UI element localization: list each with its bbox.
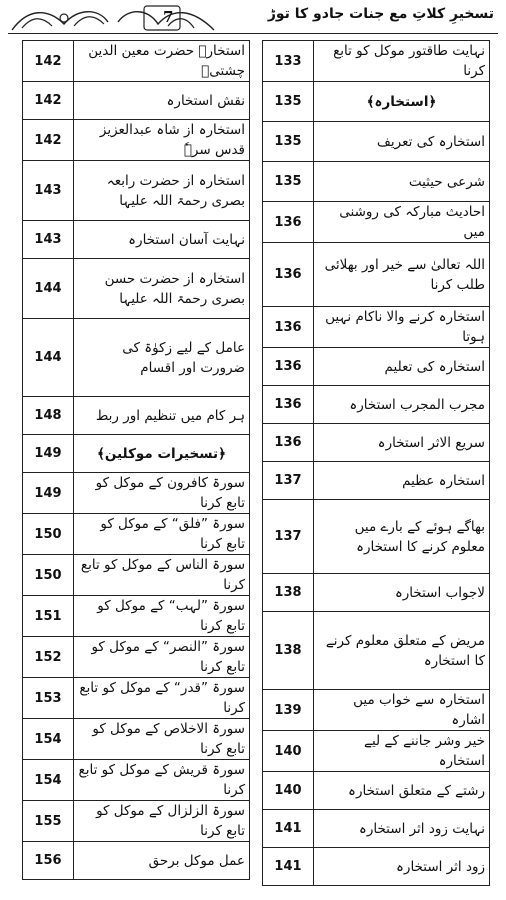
toc-row: [23, 801, 250, 842]
toc-entry-title: سورۃ کافرون کے موکل کو تابع کرنا: [74, 473, 250, 514]
toc-page-number: 136: [263, 307, 314, 348]
toc-entry-title: سورۃ الزلزال کے موکل کو تابع کرنا: [74, 801, 250, 842]
toc-entry-title: استخارہ کی تعلیم: [314, 348, 490, 386]
toc-page-number: 136: [263, 348, 314, 386]
toc-page-number: 155: [23, 801, 74, 842]
toc-row: [23, 637, 250, 678]
page-number: 7: [163, 8, 174, 26]
toc-row: [23, 161, 250, 221]
toc-page-number: 142: [23, 82, 74, 120]
toc-entry-title: نہایت آسان استخارہ: [74, 221, 250, 259]
toc-row: [263, 162, 490, 202]
toc-row: [23, 397, 250, 435]
toc-page-number: 137: [263, 500, 314, 574]
toc-entry-title: استخارہ عظیم: [314, 462, 490, 500]
running-title: تسخیرِ کلاتِ مع جنات جادو کا توڑ: [267, 6, 494, 22]
toc-page-number: 149: [23, 473, 74, 514]
toc-page-number: 138: [263, 574, 314, 612]
ornament-border-icon: [8, 4, 218, 34]
toc-row: [23, 221, 250, 259]
toc-row: [23, 120, 250, 161]
toc-left-column: [22, 40, 250, 880]
toc-page-number: 150: [23, 555, 74, 596]
toc-row: [263, 612, 490, 690]
toc-page-number: 143: [23, 161, 74, 221]
toc-page-number: 150: [23, 514, 74, 555]
toc-row: [263, 690, 490, 731]
page-header: [8, 4, 498, 34]
toc-row: [263, 243, 490, 307]
toc-page-number: 140: [263, 772, 314, 810]
toc-page-number: 135: [263, 162, 314, 202]
toc-page-number: 151: [23, 596, 74, 637]
toc-entry-title: مریض کے متعلق معلوم کرنے کا استخارہ: [314, 612, 490, 690]
toc-page-number: 135: [263, 82, 314, 122]
toc-page-number: 144: [23, 319, 74, 397]
toc-entry-title: استخارہ از حضرت رابعہ بصری رحمۃ اللہ علیہا: [74, 161, 250, 221]
toc-page-number: 136: [263, 202, 314, 243]
toc-entry-title: استخارہ از شاہ عبدالعزیز قدس سرہٗ: [74, 120, 250, 161]
toc-page-number: 152: [23, 637, 74, 678]
toc-row: [263, 462, 490, 500]
toc-page-number: 142: [23, 41, 74, 82]
toc-entry-title: سورۃ ”فلق“ کے موکل کو تابع کرنا: [74, 514, 250, 555]
toc-entry-title: عامل کے لیے زکوٰۃ کی ضرورت اور اقسام: [74, 319, 250, 397]
toc-row: [23, 760, 250, 801]
toc-page-number: 136: [263, 243, 314, 307]
toc-entry-title: اللہ تعالیٰ سے خیر اور بھلائی طلب کرنا: [314, 243, 490, 307]
toc-entry-title: سورۃ الناس کے موکل کو تابع کرنا: [74, 555, 250, 596]
toc-row: [263, 307, 490, 348]
toc-entry-title: سورۃ قریش کے موکل کو تابع کرنا: [74, 760, 250, 801]
toc-entry-title: استخارہ سے خواب میں اشارہ: [314, 690, 490, 731]
toc-row: [263, 122, 490, 162]
toc-entry-title: سورۃ ”لہب“ کے موکل کو تابع کرنا: [74, 596, 250, 637]
toc-row: [263, 82, 490, 122]
toc-entry-title: لاجواب استخارہ: [314, 574, 490, 612]
toc-page-number: 149: [23, 435, 74, 473]
header-rule: [8, 33, 498, 34]
toc-page-number: 133: [263, 41, 314, 82]
toc-row: [23, 82, 250, 120]
toc-entry-title: بھاگے ہوئے کے بارے میں معلوم کرنے کا استخارہ: [314, 500, 490, 574]
toc-page-number: 136: [263, 386, 314, 424]
toc-row: [23, 259, 250, 319]
toc-entry-title: خیر وشر جاننے کے لیے استخارہ: [314, 731, 490, 772]
toc-entry-title: استخارہ حضرت معین الدین چشتیؒ: [74, 41, 250, 82]
toc-row: [23, 41, 250, 82]
toc-row: [263, 731, 490, 772]
toc-entry-title: نہایت زود اثر استخارہ: [314, 810, 490, 848]
toc-row: [263, 772, 490, 810]
toc-row: [23, 435, 250, 473]
toc-page-number: 136: [263, 424, 314, 462]
toc-section-heading: ﴿استخارہ﴾: [314, 82, 490, 122]
toc-row: [23, 842, 250, 880]
toc-page-number: 153: [23, 678, 74, 719]
toc-page-number: 140: [263, 731, 314, 772]
toc-page-number: 156: [23, 842, 74, 880]
toc-page-number: 154: [23, 719, 74, 760]
toc-row: [23, 555, 250, 596]
toc-row: [23, 514, 250, 555]
toc-entry-title: سورۃ الاخلاص کے موکل کو تابع کرنا: [74, 719, 250, 760]
toc-right-column: [262, 40, 490, 886]
toc-entry-title: زود اثر استخارہ: [314, 848, 490, 886]
toc-entry-title: سورۃ ”قدر“ کے موکل کو تابع کرنا: [74, 678, 250, 719]
toc-entry-title: شرعی حیثیت: [314, 162, 490, 202]
toc-row: [23, 596, 250, 637]
toc-entry-title: سریع الاثر استخارہ: [314, 424, 490, 462]
toc-page-number: 144: [23, 259, 74, 319]
toc-page-number: 141: [263, 848, 314, 886]
toc-row: [263, 574, 490, 612]
toc-row: [263, 202, 490, 243]
toc-row: [23, 678, 250, 719]
toc-entry-title: نقش استخارہ: [74, 82, 250, 120]
toc-row: [23, 719, 250, 760]
toc-entry-title: ہر کام میں تنظیم اور ربط: [74, 397, 250, 435]
toc-page-number: 142: [23, 120, 74, 161]
toc-page-number: 139: [263, 690, 314, 731]
toc-page-number: 137: [263, 462, 314, 500]
toc-page-number: 143: [23, 221, 74, 259]
toc-row: [263, 848, 490, 886]
toc-entry-title: عمل موکل برحق: [74, 842, 250, 880]
toc-entry-title: استخارہ کی تعریف: [314, 122, 490, 162]
toc-page-number: 141: [263, 810, 314, 848]
toc-row: [263, 810, 490, 848]
toc-entry-title: رشتے کے متعلق استخارہ: [314, 772, 490, 810]
toc-entry-title: مجرب المجرب استخارہ: [314, 386, 490, 424]
toc-row: [263, 348, 490, 386]
toc-page-number: 154: [23, 760, 74, 801]
toc-entry-title: احادیث مبارکہ کی روشنی میں: [314, 202, 490, 243]
toc-row: [23, 319, 250, 397]
toc-entry-title: استخارہ از حضرت حسن بصری رحمۃ اللہ علیہا: [74, 259, 250, 319]
toc-entry-title: استخارہ کرنے والا ناکام نہیں ہوتا: [314, 307, 490, 348]
toc-row: [263, 500, 490, 574]
toc-section-heading: ﴿تسخیرات موکلین﴾: [74, 435, 250, 473]
toc-page-number: 138: [263, 612, 314, 690]
toc-entry-title: نہایت طاقتور موکل کو تابع کرنا: [314, 41, 490, 82]
toc-page-number: 148: [23, 397, 74, 435]
toc-row: [263, 424, 490, 462]
toc-page-number: 135: [263, 122, 314, 162]
toc-row: [263, 386, 490, 424]
toc-row: [23, 473, 250, 514]
toc-entry-title: سورۃ ”النصر“ کے موکل کو تابع کرنا: [74, 637, 250, 678]
toc-row: [263, 41, 490, 82]
